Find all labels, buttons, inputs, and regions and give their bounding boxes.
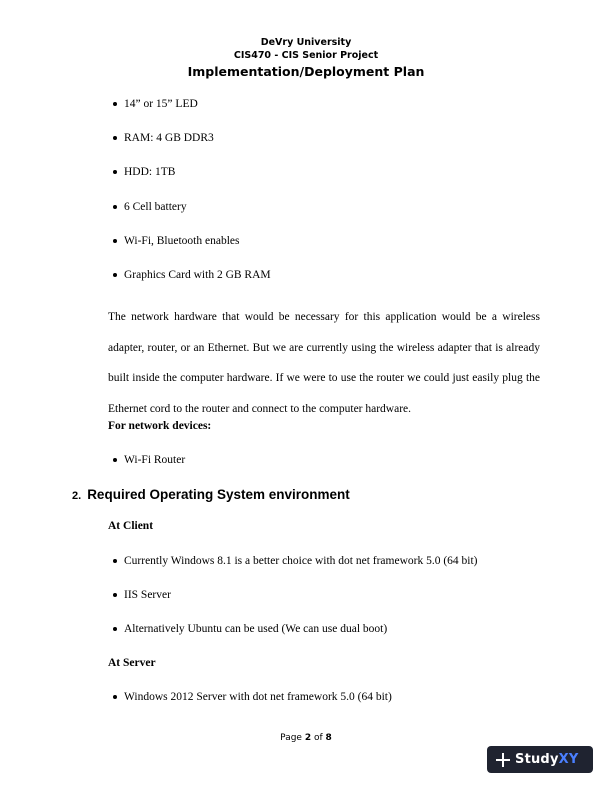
bullet-icon	[113, 695, 117, 699]
list-item	[124, 553, 478, 569]
list-item-text: Currently Windows 8.1 is a better choice with dot net framework 5.0 (64 bit)	[124, 555, 478, 567]
bullet-icon	[113, 273, 117, 277]
page-number: 2	[304, 733, 312, 743]
network-devices-label: For network devices:	[108, 420, 212, 432]
list-item-text: 6 Cell battery	[124, 201, 187, 213]
page-footer	[0, 733, 612, 743]
list-item	[124, 267, 271, 283]
badge-text-accent: XY	[558, 752, 579, 767]
list-item-text: HDD: 1TB	[124, 166, 176, 178]
course-name: CIS470 - CIS Senior Project	[233, 50, 379, 61]
page-total: 8	[325, 733, 332, 743]
list-item	[124, 164, 175, 180]
list-item-text: 14” or 15” LED	[124, 98, 198, 110]
list-item	[124, 233, 239, 249]
network-paragraph: The network hardware that would be necessary for this application would be a wireless adapter, router, or an Ethernet. But we are currently using the wireless adapter that is already built inside the computer hardware. If we were to use the router we could just easily plug the Ethernet cord to the router and connect to the computer hardware.	[108, 311, 540, 415]
list-item	[124, 689, 392, 705]
page-word: Page	[280, 733, 302, 743]
bullet-icon	[113, 458, 117, 462]
list-item	[124, 587, 171, 603]
bullet-icon	[113, 627, 117, 631]
section-title: Required Operating System environment	[87, 487, 350, 502]
of-word: of	[313, 733, 323, 743]
bullet-icon	[113, 136, 117, 140]
bullet-icon	[113, 559, 117, 563]
badge-text-main: Study	[515, 752, 559, 767]
server-label: At Server	[108, 657, 156, 669]
list-item-text: Wi-Fi, Bluetooth enables	[124, 235, 240, 247]
list-item	[124, 199, 187, 215]
section-number: 2.	[72, 490, 82, 502]
badge-logo-text	[515, 752, 578, 767]
list-item-text: RAM: 4 GB DDR3	[124, 132, 214, 144]
section-heading	[72, 486, 350, 505]
bullet-icon	[113, 205, 117, 209]
list-item	[124, 621, 387, 637]
list-item-text: Wi-Fi Router	[124, 454, 186, 466]
list-item	[124, 96, 198, 112]
plus-icon	[496, 753, 510, 767]
client-label: At Client	[108, 520, 154, 532]
list-item	[124, 130, 214, 146]
list-item-text: Windows 2012 Server with dot net framework 5.0 (64 bit)	[124, 691, 392, 703]
document-title: Implementation/Deployment Plan	[187, 64, 425, 79]
list-item	[124, 452, 185, 468]
bullet-icon	[113, 102, 117, 106]
list-item-text: Alternatively Ubuntu can be used (We can use dual boot)	[124, 623, 388, 635]
page-header	[0, 36, 612, 81]
university-name: DeVry University	[260, 37, 352, 48]
bullet-icon	[113, 239, 117, 243]
bullet-icon	[113, 593, 117, 597]
bullet-icon	[113, 170, 117, 174]
studyxy-badge[interactable]	[487, 746, 593, 773]
list-item-text: IIS Server	[124, 589, 171, 601]
list-item-text: Graphics Card with 2 GB RAM	[124, 269, 271, 281]
